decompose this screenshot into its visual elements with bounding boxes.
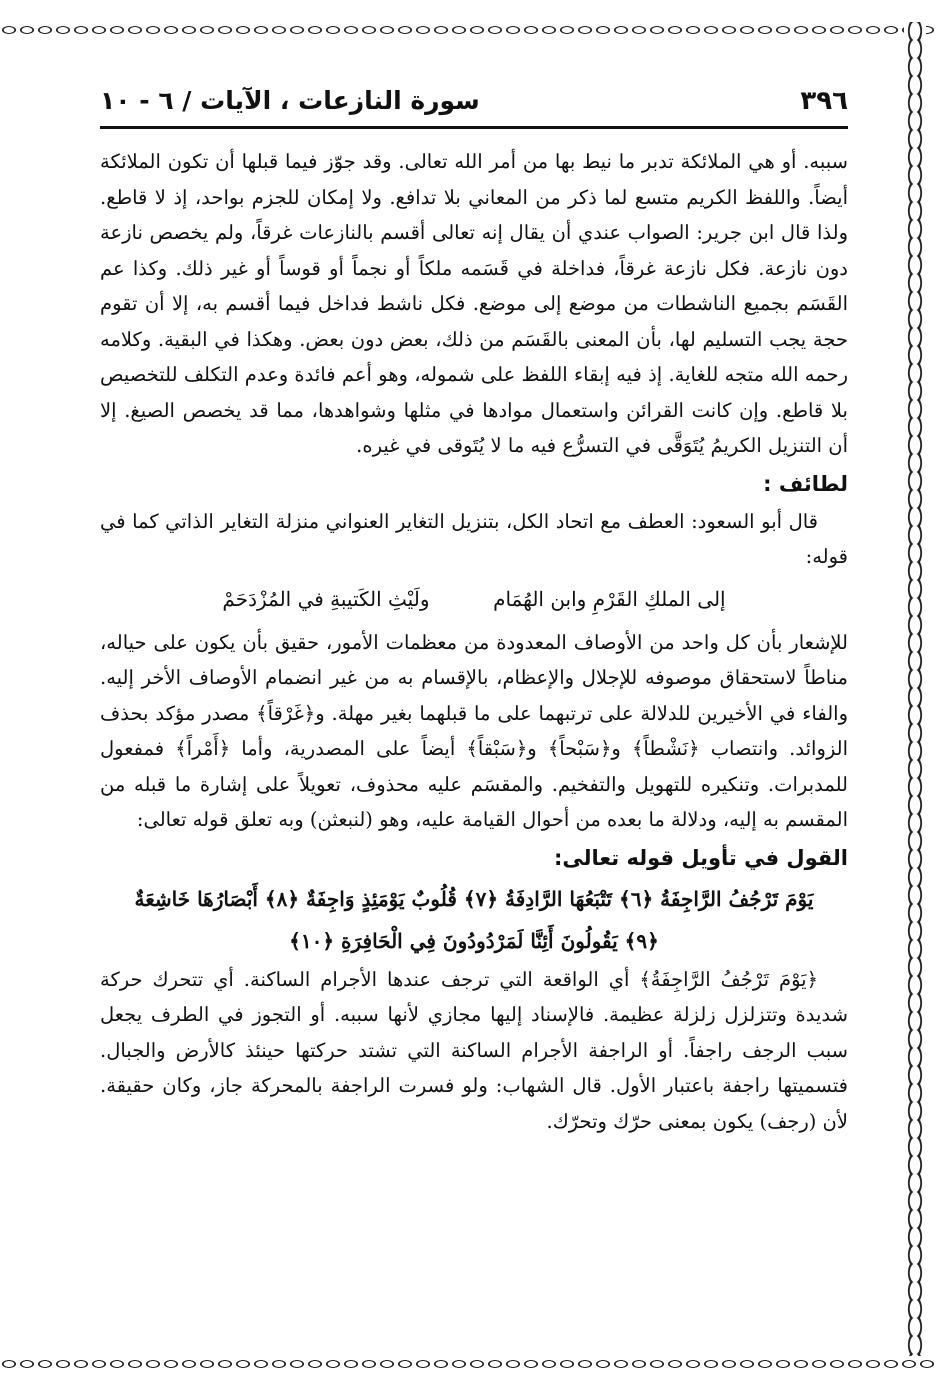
tafsir-heading: القول في تأويل قوله تعالى: — [554, 845, 848, 870]
header-rule — [100, 126, 848, 129]
page-body — [100, 144, 848, 1139]
quran-verses-line-1: يَوْمَ تَرْجُفُ الرَّاجِفَةُ ﴿٦﴾ تَتْبَعُهَا الرَّادِفَةُ ﴿٧﴾ قُلُوبٌ يَوْمَئِذٍ وَاجِفَةٌ ﴿٨﴾ أَبْصَارُهَا خَاشِعَةٌ — [134, 886, 814, 911]
paragraph-1: سببه. أو هي الملائكة تدبر ما نيط بها من أمر الله تعالى. وقد جوّز فيما قبلها أن تكون الملائكة أيضاً. واللفظ الكريم متسع لما ذكر من المعاني بلا تدافع. ولا إمكان للجزم بواحد، إذ لا قاطع. ولذا قال ابن جرير: الصواب عندي أن يقال إنه تعالى أقسم بالنازعات غرقاً، ولم يخصص نازعة دون نازعة. فكل نازعة غرقاً، فداخلة في قَسَمه ملكاً أو نجماً أو قوساً أو غير ذلك. وكذا عم القَسَم بجميع الناشطات من موضع إلى موضع. فكل ناشط فداخل فيما أقسم به، إلا أن تقوم حجة يجب التسليم لها، بأن المعنى بالقَسَم من ذلك، بعض دون بعض. وهكذا في البقية. وكلامه رحمه الله متجه للغاية. إذ فيه إبقاء اللفظ على شموله، وهو أعم فائدة وعدم التكلف للتخصيص بلا قاطع. وإن كانت القرائن واستعمال موادها في مثلها وشواهدها، مما قد يخصص الصيغ. إلا أن التنزيل الكريمُ يُتَوَقَّى في التسرُّع فيه ما لا يُتَوقى في غيره. — [100, 150, 848, 457]
quran-verses-line-2: ﴿٩﴾ يَقُولُونَ أَئِنَّا لَمَرْدُودُونَ فِي الْحَافِرَةِ ﴿١٠﴾ — [289, 928, 659, 953]
paragraph-2: قال أبو السعود: العطف مع اتحاد الكل، بتنزيل التغاير العنواني منزلة التغاير الذاتي كما في قوله: — [100, 509, 848, 568]
paragraph-3: للإشعار بأن كل واحد من الأوصاف المعدودة من معظمات الأمور، حقيق بأن يكون على حياله، مناطاً لاستحقاق موصوفه للإجلال والإعظام، بالإقسام به من غير انضمام الأوصاف الأخر إليه. والفاء في الأخيرين للدلالة على ترتبهما على ما قبلهما بغير مهلة. و﴿غَرْقاً﴾ مصدر مؤكد بحذف الزوائد. وانتصاب ﴿نَشْطاً﴾ و﴿سَبْحاً﴾ و﴿سَبْقاً﴾ أيضاً على المصدرية، وأما ﴿أَمْراً﴾ فمفعول للمدبرات. وتنكيره للتهويل والتفخيم. والمقسَم عليه محذوف، تعويلاً على إشارة ما قبله من المقسم به إليه، ودلالة ما بعده من أحوال القيامة عليه، وهو (لنبعثن) وبه تعلق قوله تعالى: — [100, 630, 848, 831]
page-header — [100, 82, 848, 122]
running-title: سورة النازعات ، الآيات / ٦ - ١٠ — [100, 86, 480, 115]
poetry-verse — [100, 579, 848, 619]
page-number: ٣٩٦ — [800, 86, 848, 116]
right-chain-border — [904, 22, 926, 1372]
bottom-chain-border — [0, 1356, 937, 1372]
lataif-heading: لطائف : — [763, 471, 848, 496]
top-chain-border — [0, 22, 937, 38]
verse-hemistich-left: ولَيْثِ الكَتيبةِ في المُزْدَحَمْ — [222, 586, 430, 611]
paragraph-4: ﴿يَوْمَ تَرْجُفُ الرَّاجِفَةُ﴾ أي الواقعة التي ترجف عندها الأجرام الساكنة. أي تتحرك حركة شديدة وتتزلزل زلزلة عظيمة. فالإسناد إليها مجازي لأنها سببه. أو التجوز في الطرف يجعل سبب الرجف راجفاً. أو الراجفة الأجرام الساكنة التي تشتد حركتها حينئذ كالأرض والجبال. فتسميتها راجفة باعتبار الأول. قال الشهاب: ولو فسرت الراجفة بالمحركة جاز، وكان حقيقة. لأن (رجف) يكون بمعنى حرّك وتحرّك. — [100, 967, 848, 1133]
verse-hemistich-right: إلى الملكِ القَرْمِ وابن الهُمَام — [493, 586, 726, 611]
